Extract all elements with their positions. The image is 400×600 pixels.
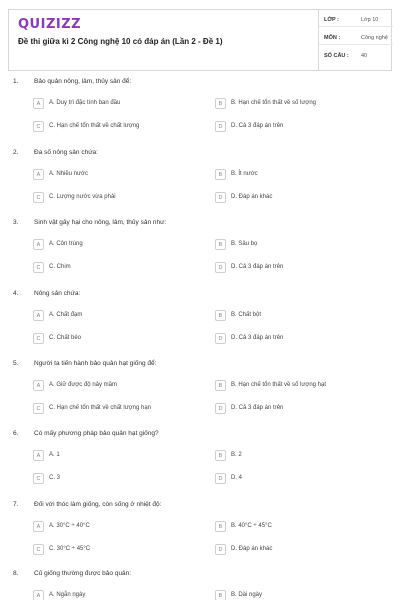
option-b[interactable]	[215, 590, 385, 600]
option-a[interactable]	[33, 310, 203, 322]
meta-label: SỐ CÂU :	[324, 53, 349, 59]
option-d[interactable]	[215, 473, 385, 485]
option-a[interactable]	[33, 590, 203, 600]
option-d[interactable]	[215, 121, 385, 133]
option-text: A. Ngắn ngày	[49, 592, 86, 598]
option-letter: A	[33, 450, 44, 461]
meta-question-count	[319, 49, 393, 63]
question-number: 2.	[13, 149, 19, 156]
option-text: D. Cả 3 đáp án trên	[231, 335, 284, 341]
option-d[interactable]	[215, 403, 385, 415]
option-text: A. 1	[49, 452, 60, 458]
option-a[interactable]	[33, 239, 203, 251]
meta-subject	[319, 31, 393, 45]
question-number: 4.	[13, 290, 19, 297]
option-letter: A	[33, 380, 44, 391]
option-text: B. Chất bột	[231, 312, 262, 318]
option-letter: C	[33, 192, 44, 203]
option-b[interactable]	[215, 239, 385, 251]
question-text: Đa số nông sản chứa:	[34, 149, 98, 156]
option-letter: A	[33, 169, 44, 180]
option-d[interactable]	[215, 192, 385, 204]
question-text: Đối với thóc làm giống, còn sống ở nhiệt độ:	[34, 501, 162, 508]
option-letter: C	[33, 121, 44, 132]
option-text: D. Cả 3 đáp án trên	[231, 264, 284, 270]
question-number: 6.	[13, 430, 19, 437]
option-letter: B	[215, 169, 226, 180]
question-number: 5.	[13, 360, 19, 367]
question-text: Bảo quản nông, lâm, thủy sản để:	[34, 78, 132, 85]
meta-value: Lớp 10	[361, 17, 379, 23]
option-b[interactable]	[215, 521, 385, 533]
meta-value: Công nghệ	[361, 35, 388, 41]
option-text: A. 30°C ÷ 40°C	[49, 523, 90, 529]
option-letter: C	[33, 262, 44, 273]
brand-logo: QUIZIZZ	[18, 17, 82, 32]
option-b[interactable]	[215, 169, 385, 181]
option-text: D. Đáp án khác	[231, 546, 273, 552]
option-text: C. Hạn chế tổn thất về chất lượng hạn	[49, 405, 152, 411]
option-letter: C	[33, 544, 44, 555]
meta-label: LỚP :	[324, 17, 339, 23]
meta-label: MÔN :	[324, 35, 341, 41]
option-b[interactable]	[215, 380, 385, 392]
option-text: A. Duy trì đặc tính ban đầu	[49, 100, 121, 106]
option-text: B. Ít nước	[231, 171, 258, 177]
option-letter: A	[33, 98, 44, 109]
option-b[interactable]	[215, 98, 385, 110]
option-letter: B	[215, 310, 226, 321]
option-letter: D	[215, 333, 226, 344]
question-number: 1.	[13, 78, 19, 85]
option-text: B. Hạn chế tổn thất về số lượng hạt	[231, 382, 327, 388]
option-a[interactable]	[33, 169, 203, 181]
option-text: C. Chim	[49, 264, 71, 270]
option-text: B. Sâu bọ	[231, 241, 258, 247]
option-text: D. Đáp án khác	[231, 194, 273, 200]
option-letter: B	[215, 450, 226, 461]
option-a[interactable]	[33, 450, 203, 462]
option-c[interactable]	[33, 262, 203, 274]
option-text: B. 2	[231, 452, 242, 458]
option-text: C. Lượng nước vừa phải	[49, 194, 116, 200]
option-text: C. 3	[49, 475, 61, 481]
option-text: C. Chất béo	[49, 335, 82, 341]
option-text: C. Hạn chế tổn thất về chất lượng	[49, 123, 140, 129]
option-letter: D	[215, 192, 226, 203]
option-letter: D	[215, 473, 226, 484]
option-letter: C	[33, 473, 44, 484]
page-title: Đề thi giữa kì 2 Công nghệ 10 có đáp án (Lần 2 - Đề 1)	[18, 37, 223, 46]
option-d[interactable]	[215, 544, 385, 556]
question-number: 8.	[13, 570, 19, 577]
option-letter: C	[33, 403, 44, 414]
option-a[interactable]	[33, 98, 203, 110]
option-letter: D	[215, 544, 226, 555]
option-letter: A	[33, 239, 44, 250]
option-letter: A	[33, 521, 44, 532]
option-letter: B	[215, 239, 226, 250]
option-letter: B	[215, 521, 226, 532]
option-letter: D	[215, 403, 226, 414]
option-b[interactable]	[215, 310, 385, 322]
question-text: Người ta tiến hành bảo quản hạt giống để:	[34, 360, 157, 367]
option-text: B. 40°C ÷ 45°C	[231, 523, 272, 529]
option-c[interactable]	[33, 403, 203, 415]
option-text: A. Côn trùng	[49, 241, 83, 247]
option-a[interactable]	[33, 521, 203, 533]
option-text: B. Hạn chế tổn thất về số lượng	[231, 100, 316, 106]
meta-panel	[318, 10, 392, 70]
question-number: 7.	[13, 501, 19, 508]
option-letter: B	[215, 590, 226, 600]
option-letter: C	[33, 333, 44, 344]
option-text: B. Dài ngày	[231, 592, 263, 598]
option-letter: D	[215, 262, 226, 273]
option-a[interactable]	[33, 380, 203, 392]
question-text: Sinh vật gây hại cho nông, lâm, thủy sản như:	[34, 219, 167, 226]
option-text: A. Chất đạm	[49, 312, 83, 318]
meta-value: 40	[361, 53, 368, 59]
option-c[interactable]	[33, 544, 203, 556]
option-letter: A	[33, 310, 44, 321]
option-text: C. 30°C ÷ 45°C	[49, 546, 91, 552]
question-text: Có mấy phương pháp bảo quản hạt giống?	[34, 430, 159, 437]
option-c[interactable]	[33, 192, 203, 204]
option-text: D. Cả 3 đáp án trên	[231, 405, 284, 411]
worksheet-header	[8, 9, 392, 71]
option-text: D. 4	[231, 475, 243, 481]
option-c[interactable]	[33, 121, 203, 133]
option-b[interactable]	[215, 450, 385, 462]
option-text: A. Nhiều nước	[49, 171, 88, 177]
option-c[interactable]	[33, 333, 203, 345]
question-number: 3.	[13, 219, 19, 226]
option-d[interactable]	[215, 262, 385, 274]
meta-class	[319, 13, 393, 27]
option-letter: B	[215, 380, 226, 391]
option-letter: D	[215, 121, 226, 132]
question-text: Củ giống thường được bảo quản:	[34, 570, 132, 577]
option-text: A. Giữ được độ nảy mầm	[49, 382, 117, 388]
option-letter: A	[33, 590, 44, 600]
option-d[interactable]	[215, 333, 385, 345]
question-text: Nông sản chứa:	[34, 290, 81, 297]
option-text: D. Cả 3 đáp án trên	[231, 123, 284, 129]
option-letter: B	[215, 98, 226, 109]
option-c[interactable]	[33, 473, 203, 485]
